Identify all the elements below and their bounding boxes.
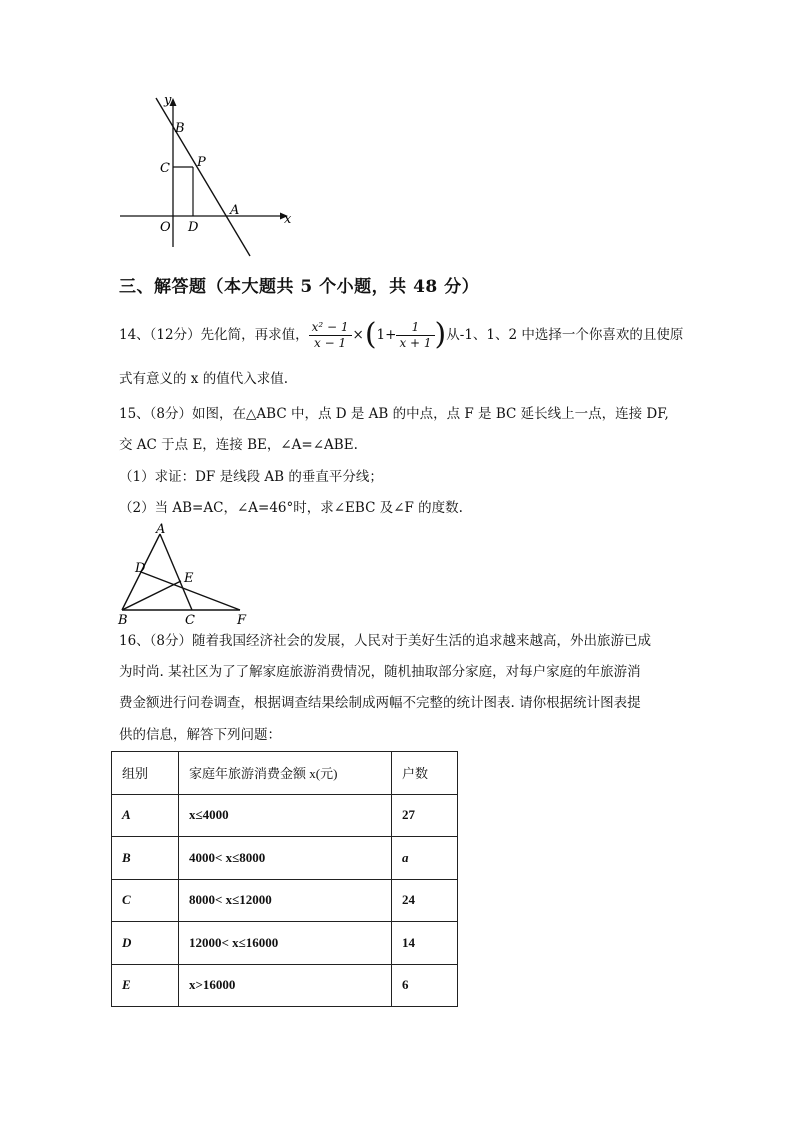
table-row — [112, 837, 458, 880]
q14-line2: 式有意义的 x 的值代入求值. — [119, 371, 288, 387]
q14-fraction-1 — [309, 320, 352, 351]
label-d: D — [135, 561, 146, 576]
cell-group: E — [112, 964, 179, 1007]
q14-prefix: 14、（12分）先化简，再求值， — [119, 327, 309, 343]
label-c: C — [160, 161, 170, 176]
table-row — [112, 964, 458, 1007]
q14-num1: x² − 1 — [309, 320, 352, 336]
header-count: 户数 — [392, 752, 458, 795]
q14-one-plus: 1+ — [376, 327, 397, 343]
table-row — [112, 794, 458, 837]
label-x: x — [284, 212, 292, 227]
cell-range: x>16000 — [179, 964, 392, 1007]
table-header-row — [112, 752, 458, 795]
label-b: B — [118, 613, 128, 628]
q14-den2: x + 1 — [399, 335, 432, 350]
q14-suffix: 从-1、1、2 中选择一个你喜欢的且使原 — [446, 327, 684, 343]
label-d: D — [188, 220, 199, 235]
q14-num2: 1 — [396, 320, 434, 336]
q16-line4: 供的信息，解答下列问题： — [119, 727, 281, 743]
cell-range: x≤4000 — [179, 794, 392, 837]
q16-line3: 费金额进行问卷调查，根据调查结果绘制成两幅不完整的统计图表. 请你根据统计图表提 — [119, 695, 641, 711]
label-c: C — [185, 613, 195, 628]
header-amount: 家庭年旅游消费金额 x(元) — [179, 752, 392, 795]
label-e: E — [184, 571, 194, 586]
cell-count: 6 — [392, 964, 458, 1007]
cell-range: 4000< x≤8000 — [179, 837, 392, 880]
q14-den1: x − 1 — [314, 335, 347, 350]
cell-group: B — [112, 837, 179, 880]
cell-group: D — [112, 922, 179, 965]
cell-group: C — [112, 879, 179, 922]
q15-part1: （1）求证：DF 是线段 AB 的垂直平分线； — [119, 469, 383, 485]
q14-times: × — [352, 327, 364, 343]
label-a: A — [230, 203, 240, 218]
cell-count: 14 — [392, 922, 458, 965]
cell-count: 24 — [392, 879, 458, 922]
cell-range: 8000< x≤12000 — [179, 879, 392, 922]
coordinate-figure — [110, 92, 300, 262]
label-b: B — [175, 121, 185, 136]
segment-be — [122, 581, 181, 610]
triangle-figure — [113, 520, 253, 628]
section-heading: 三、解答题（本大题共 5 个小题，共 48 分） — [119, 277, 480, 297]
cell-count: 27 — [392, 794, 458, 837]
q16-line1: 16、（8分）随着我国经济社会的发展，人民对于美好生活的追求越来越高，外出旅游已成 — [119, 633, 652, 649]
q14-line1 — [119, 318, 683, 352]
label-o: O — [160, 220, 171, 235]
header-group: 组别 — [112, 752, 179, 795]
q14-open-paren: ( — [364, 317, 377, 352]
q15-line1: 15、（8分）如图，在△ABC 中，点 D 是 AB 的中点，点 F 是 BC 延长线上一点，连接 DF, — [119, 406, 669, 422]
label-y: y — [164, 93, 172, 108]
q14-close-paren: ) — [434, 317, 447, 352]
q16-line2: 为时尚. 某社区为了了解家庭旅游消费情况，随机抽取部分家庭，对每户家庭的年旅游消 — [119, 664, 641, 680]
cell-count: a — [392, 837, 458, 880]
q15-line2: 交 AC 于点 E，连接 BE，∠A=∠ABE. — [119, 437, 358, 453]
q15-part2: （2）当 AB=AC，∠A=46°时，求∠EBC 及∠F 的度数. — [119, 500, 463, 516]
label-a: A — [156, 522, 166, 537]
q14-fraction-2 — [396, 320, 434, 351]
cell-range: 12000< x≤16000 — [179, 922, 392, 965]
table-row — [112, 879, 458, 922]
cell-group: A — [112, 794, 179, 837]
label-f: F — [237, 613, 247, 628]
label-p: P — [197, 155, 206, 170]
table-row — [112, 922, 458, 965]
stats-table — [111, 751, 458, 1007]
